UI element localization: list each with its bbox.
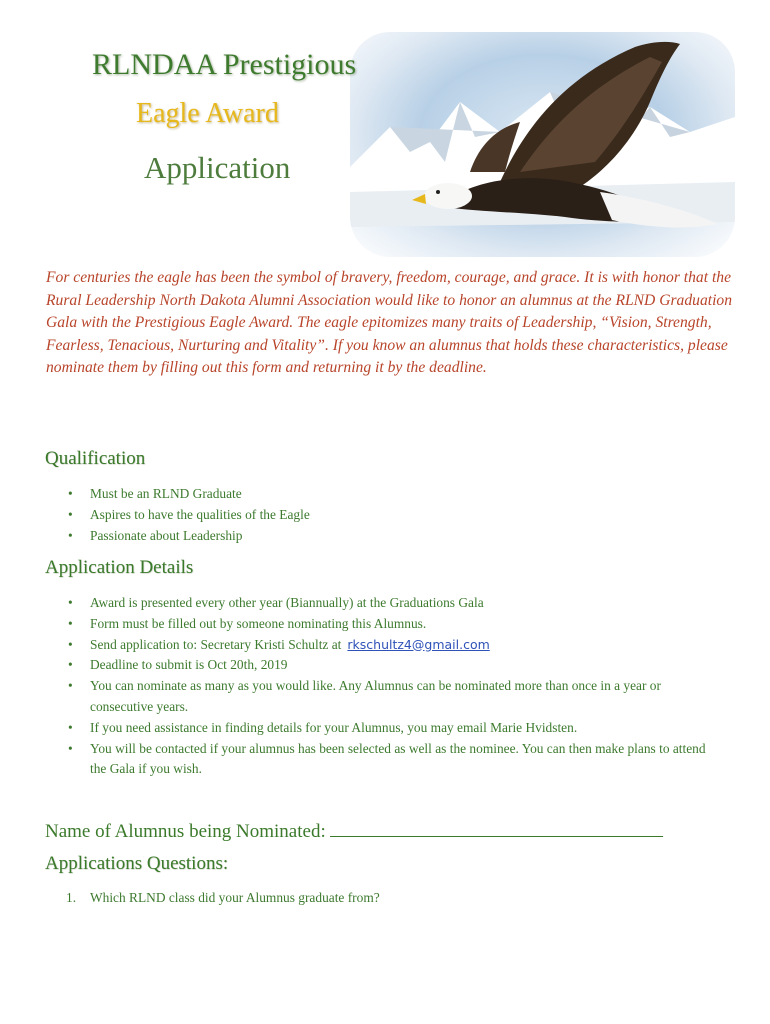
application-details-heading: Application Details — [45, 557, 194, 578]
list-item — [60, 635, 720, 656]
qualification-heading: Qualification — [45, 448, 146, 469]
bullet-icon: • — [68, 615, 73, 631]
list-item-text: Deadline to submit is Oct 20th, 2019 — [90, 657, 288, 673]
bullet-icon: • — [68, 527, 73, 543]
list-item — [60, 526, 310, 547]
nominee-name-input-line[interactable] — [330, 818, 663, 837]
list-item — [60, 505, 310, 526]
question-item — [60, 888, 380, 908]
title-line-1: RLNDAA Prestigious — [92, 48, 357, 81]
questions-heading: Applications Questions: — [45, 853, 229, 874]
list-item-text: Must be an RLND Graduate — [90, 486, 242, 501]
email-link[interactable]: rkschultz4@gmail.com — [347, 636, 490, 652]
list-item-text: Form must be filled out by someone nominating this Alumnus. — [90, 615, 427, 631]
list-item-text: Passionate about Leadership — [90, 527, 243, 543]
list-item-text: Send application to: Secretary Kristi Schultz at — [90, 636, 342, 652]
list-item-text: Award is presented every other year (Biannually) at the Graduations Gala — [90, 595, 484, 610]
bullet-icon: • — [68, 636, 73, 652]
list-item — [60, 614, 720, 635]
bullet-icon: • — [68, 657, 73, 673]
bullet-icon: • — [68, 595, 73, 610]
list-item-text: Aspires to have the qualities of the Eagle — [90, 506, 310, 522]
application-details-list — [60, 593, 720, 780]
title-line-2: Eagle Award — [136, 98, 279, 129]
list-item-text: You can nominate as many as you would like. Any Alumnus can be nominated more than once in a year or consecutive years. — [90, 678, 661, 714]
qualification-list — [60, 484, 310, 546]
bullet-icon: • — [68, 678, 73, 694]
nominee-name-field — [45, 818, 663, 843]
bullet-icon: • — [68, 740, 73, 756]
title-line-3: Application — [144, 150, 291, 185]
bullet-icon: • — [68, 719, 73, 735]
eagle-photo — [350, 32, 735, 257]
nominee-name-label: Name of Alumnus being Nominated: — [45, 821, 326, 842]
intro-paragraph: For centuries the eagle has been the symbol of bravery, freedom, courage, and grace. It is with honor that the Rural Leadership North Dakota Alumni Association would like to honor an alumnus at the RLND Graduation Gala with the Prestigious Eagle Award. The eagle epitomizes many traits of Leadership, “Vision, Strength, Fearless, Tenacious, Nurturing and Vitality”. If you know an alumnus that holds these characteristics, please nominate them by filling out this form and returning it by the deadline. — [46, 269, 732, 376]
list-item-text: You will be contacted if your alumnus has been selected as well as the nominee. You can then make plans to attend the Gala if you wish. — [90, 740, 706, 777]
bullet-icon: • — [68, 486, 73, 501]
list-item — [60, 676, 720, 718]
list-item — [60, 484, 310, 505]
question-number: 1. — [66, 890, 77, 905]
list-item — [60, 739, 720, 781]
bullet-icon: • — [68, 506, 73, 522]
list-item — [60, 655, 720, 676]
list-item-text: If you need assistance in finding details for your Alumnus, you may email Marie Hvidsten. — [90, 719, 578, 735]
list-item — [60, 593, 720, 614]
list-item — [60, 718, 720, 739]
questions-list — [60, 888, 380, 908]
eagle-illustration — [350, 32, 735, 257]
question-text: Which RLND class did your Alumnus graduate from? — [90, 890, 380, 905]
